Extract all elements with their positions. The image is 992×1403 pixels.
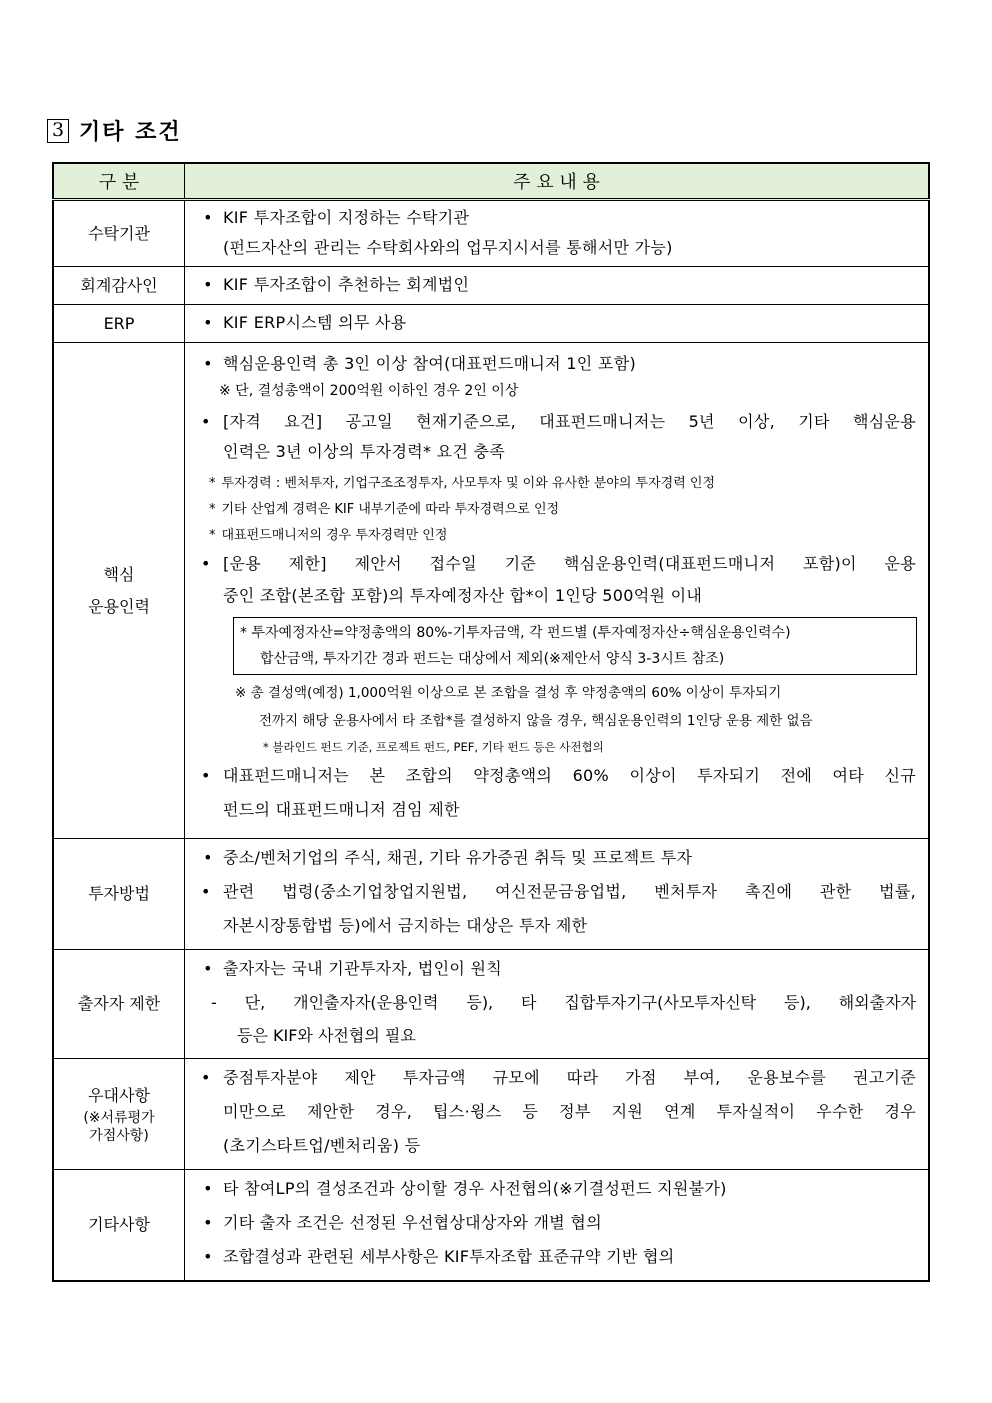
list-item: • 핵심운용인력 총 3인 이상 참여(대표펀드매니저 1인 포함): [199, 349, 920, 379]
table-row: [53, 950, 929, 1059]
bullet-icon: •: [203, 1247, 213, 1266]
row-content-trustee: [185, 200, 930, 267]
section-number-box: 3: [47, 119, 69, 143]
conditions-table: [52, 162, 930, 1282]
list-item: • [운용 제한] 제안서 접수일 기준 핵심운용인력(대표펀드매니저 포함)이 운용: [199, 549, 920, 579]
list-item-continuation: (펀드자산의 관리는 수탁회사와의 업무지시서를 통해서만 가능): [223, 238, 673, 257]
row-category-erp: ERP: [53, 305, 185, 343]
bullet-icon: •: [203, 848, 213, 867]
bullet-icon: •: [203, 1213, 213, 1232]
bullet-icon: •: [203, 354, 213, 373]
bullet-icon: •: [201, 766, 211, 785]
row-content-erp: [185, 305, 930, 343]
section-title: 기타 조건: [79, 119, 182, 145]
list-item: • KIF 투자조합이 추천하는 회계법인: [199, 270, 920, 300]
footnote: * 투자경력 : 벤처투자, 기업구조조정투자, 사모투자 및 이와 유사한 분야의 투자경력 인정: [209, 476, 715, 491]
list-item: • 조합결성과 관련된 세부사항은 KIF투자조합 표준규약 기반 협의: [199, 1240, 920, 1274]
bullet-icon: •: [203, 959, 213, 978]
sub-item: - 단, 개인출자자(운용인력 등), 타 집합투자기구(사모투자신탁 등), 해외출자자: [211, 993, 916, 1012]
row-category-auditor: 회계감사인: [53, 267, 185, 305]
row-content-core-staff: [185, 343, 930, 839]
sub-item-continuation: 등은 KIF와 사전협의 필요: [237, 1026, 416, 1045]
list-item: • 기타 출자 조건은 선정된 우선협상대상자와 개별 협의: [199, 1206, 920, 1240]
row-category-investor: 출자자 제한: [53, 950, 185, 1059]
note-continuation: 전까지 해당 운용사에서 타 조합*를 결성하지 않을 경우, 핵심운용인력의 1인당 운용 제한 없음: [259, 713, 813, 729]
row-content-preference: [185, 1059, 930, 1170]
row-category-others: 기타사항: [53, 1170, 185, 1282]
list-item-continuation: 인력은 3년 이상의 투자경력* 요건 충족: [223, 442, 506, 461]
list-item: • 출자자는 국내 기관투자자, 법인이 원칙: [199, 952, 920, 986]
row-content-others: [185, 1170, 930, 1282]
list-item-continuation: 펀드의 대표펀드매니저 겸임 제한: [223, 800, 460, 819]
list-item: • [자격 요건] 공고일 현재기준으로, 대표펀드매니저는 5년 이상, 기타 핵심운용: [199, 407, 920, 437]
note: ※ 총 결성액(예정) 1,000억원 이상으로 본 조합을 결성 후 약정총액의 60% 이상이 투자되기: [235, 685, 782, 701]
row-content-auditor: [185, 267, 930, 305]
list-item-continuation: 미만으로 제안한 경우, 팁스·윙스 등 정부 지원 연계 투자실적이 우수한 경우: [223, 1102, 916, 1121]
table-row: [53, 1059, 929, 1170]
bullet-icon: •: [201, 1068, 211, 1087]
section-heading: [47, 115, 182, 146]
table-row: [53, 200, 929, 267]
list-item: • 대표펀드매니저는 본 조합의 약정총액의 60% 이상이 투자되기 전에 여타 신규: [199, 759, 920, 793]
definition-box: * 투자예정자산=약정총액의 80%-기투자금액, 각 펀드별 (투자예정자산÷핵심운용인력수) 합산금액, 투자기간 경과 펀드는 대상에서 제외(※제안서 양식 3-3시트 참조): [233, 617, 917, 675]
header-content: 주 요 내 용: [185, 163, 930, 200]
note: ※ 단, 결성총액이 200억원 이하인 경우 2인 이상: [219, 383, 519, 399]
bullet-icon: •: [203, 1179, 213, 1198]
row-category-preference: 우대사항 (※서류평가 가점사항): [53, 1059, 185, 1170]
table-row: [53, 1170, 929, 1282]
table-row: [53, 839, 929, 950]
header-category: 구 분: [53, 163, 185, 200]
list-item: • 관련 법령(중소기업창업지원법, 여신전문금융업법, 벤처투자 촉진에 관한 법률,: [199, 875, 920, 909]
footnote: * 기타 산업계 경력은 KIF 내부기준에 따라 투자경력으로 인정: [209, 502, 560, 517]
list-item-continuation: (초기스타트업/벤처리움) 등: [223, 1136, 421, 1155]
list-item: • KIF ERP시스템 의무 사용: [199, 308, 920, 338]
bullet-icon: •: [203, 275, 213, 294]
bullet-icon: •: [201, 554, 211, 573]
table-header-row: [53, 163, 929, 200]
list-item: • KIF 투자조합이 지정하는 수탁기관: [199, 203, 920, 233]
list-item: • 중소/벤처기업의 주식, 채권, 기타 유가증권 취득 및 프로젝트 투자: [199, 841, 920, 875]
bullet-icon: •: [203, 313, 213, 332]
bullet-icon: •: [203, 208, 213, 227]
row-category-investment: 투자방법: [53, 839, 185, 950]
row-category-trustee: 수탁기관: [53, 200, 185, 267]
table-row: [53, 305, 929, 343]
list-item-continuation: 중인 조합(본조합 포함)의 투자예정자산 합*이 1인당 500억원 이내: [223, 586, 703, 605]
table-row: [53, 267, 929, 305]
row-content-investor: [185, 950, 930, 1059]
bullet-icon: •: [201, 882, 211, 901]
list-item: • 중점투자분야 제안 투자금액 규모에 따라 가점 부여, 운용보수를 권고기준: [199, 1061, 920, 1095]
row-category-core-staff: 핵심 운용인력: [53, 343, 185, 839]
footnote: * 블라인드 펀드 기준, 프로젝트 펀드, PEF, 기타 펀드 등은 사전협의: [263, 740, 604, 754]
footnote: * 대표펀드매니저의 경우 투자경력만 인정: [209, 528, 448, 543]
list-item-continuation: 자본시장통합법 등)에서 금지하는 대상은 투자 제한: [223, 916, 588, 935]
list-item: • 타 참여LP의 결성조건과 상이할 경우 사전협의(※기결성펀드 지원불가): [199, 1172, 920, 1206]
bullet-icon: •: [201, 412, 211, 431]
table-row: [53, 343, 929, 839]
row-content-investment: [185, 839, 930, 950]
